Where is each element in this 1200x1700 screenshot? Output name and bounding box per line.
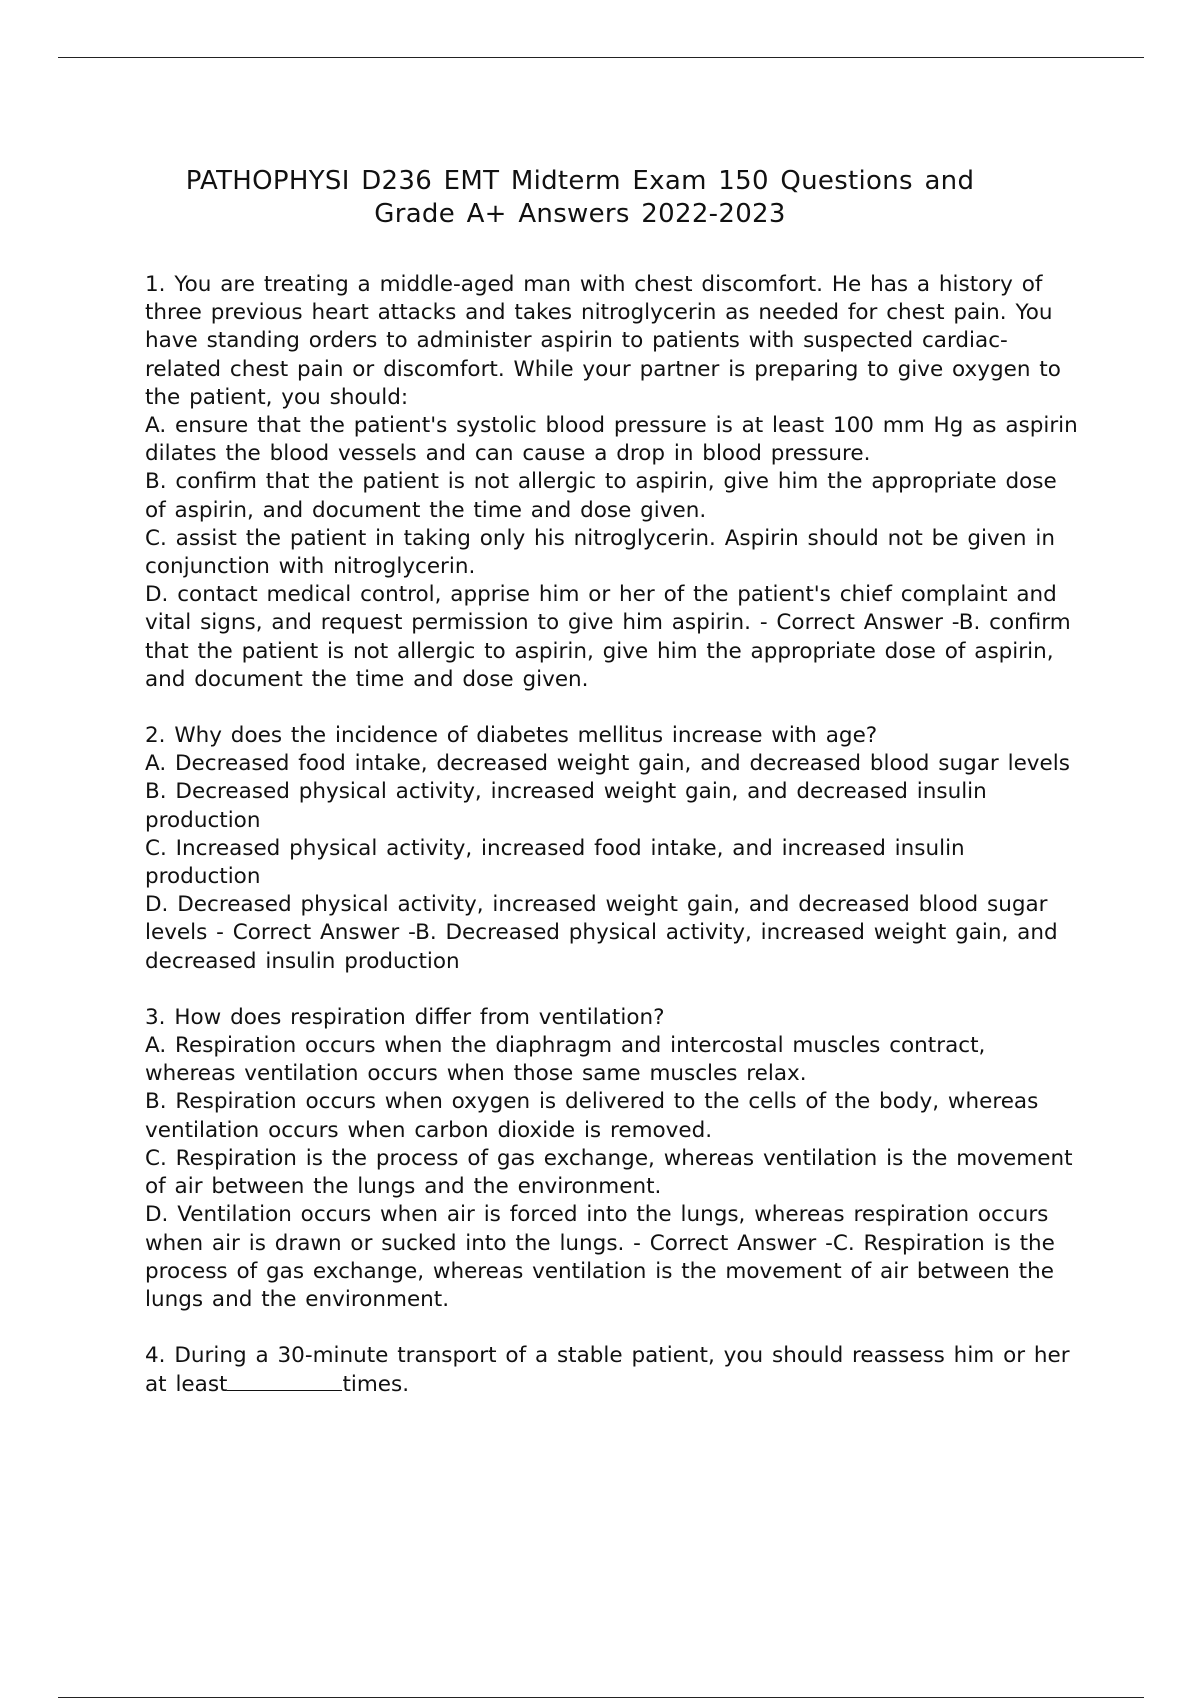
answer-option-a: A. Decreased food intake, decreased weight gain, and decreased blood sugar levels — [145, 751, 1070, 777]
bottom-rule — [58, 1697, 1144, 1698]
question-1 — [145, 271, 1080, 694]
question-stem: 3. How does respiration differ from ventilation? — [145, 1004, 665, 1030]
question-3 — [145, 1004, 1080, 1314]
answer-option-d: D. Decreased physical activity, increased weight gain, and decreased blood sugar levels - Correct Answer -B. Decreased physical activity, increased weight gain, and decreased insulin production — [145, 892, 1058, 974]
question-2 — [145, 722, 1080, 976]
top-rule — [58, 57, 1144, 58]
answer-option-a: A. Respiration occurs when the diaphragm and intercostal muscles contract, whereas ventilation occurs when those same muscles relax. — [145, 1033, 986, 1087]
answer-option-b: B. confirm that the patient is not allergic to aspirin, give him the appropriate dose of aspirin, and document the time and dose given. — [145, 469, 1057, 523]
answer-option-b: B. Decreased physical activity, increased weight gain, and decreased insulin production — [145, 779, 987, 833]
question-stem: 1. You are treating a middle-aged man with chest discomfort. He has a history of three previous heart attacks and takes nitroglycerin as needed for chest pain. You have standing orders to administer aspirin to patients with suspected cardiac-related chest pain or discomfort. While your partner is preparing to give oxygen to the patient, you should: — [145, 272, 1061, 410]
document-title: PATHOPHYSI D236 EMT Midterm Exam 150 Questions and Grade A+ Answers 2022-2023 — [185, 166, 975, 229]
answer-option-c: C. Respiration is the process of gas exchange, whereas ventilation is the movement of air between the lungs and the environment. — [145, 1145, 1073, 1200]
question-stem: 2. Why does the incidence of diabetes mellitus increase with age? — [145, 723, 878, 749]
answer-option-d: D. Ventilation occurs when air is forced into the lungs, whereas respiration occurs when air is drawn or sucked into the lungs. - Correct Answer -C. Respiration is the process of gas exchange, whereas ventilation is the movement of air between the lungs and the environment. — [145, 1202, 1055, 1312]
question-stem: 4. During a 30-minute transport of a stable patient, you should reassess him or her at least — [145, 1343, 1070, 1398]
fill-in-blank — [227, 1370, 342, 1391]
question-4 — [145, 1342, 1080, 1399]
answer-option-d: D. contact medical control, apprise him or her of the patient's chief complaint and vital signs, and request permission to give him aspirin. - Correct Answer -B. confirm that the patient is not allergic to aspirin, give him the appropriate dose of aspirin, and document the time and dose given. — [145, 582, 1071, 692]
answer-option-c: C. Increased physical activity, increased food intake, and increased insulin production — [145, 835, 965, 890]
answer-option-a: A. ensure that the patient's systolic blood pressure is at least 100 mm Hg as aspirin dilates the blood vessels and can cause a drop in blood pressure. — [145, 413, 1078, 467]
answer-option-b: B. Respiration occurs when oxygen is delivered to the cells of the body, whereas ventilation occurs when carbon dioxide is removed. — [145, 1089, 1039, 1143]
document-body — [145, 271, 1080, 1428]
question-stem-end: times. — [342, 1372, 410, 1398]
answer-option-c: C. assist the patient in taking only his nitroglycerin. Aspirin should not be given in conjunction with nitroglycerin. — [145, 525, 1055, 580]
